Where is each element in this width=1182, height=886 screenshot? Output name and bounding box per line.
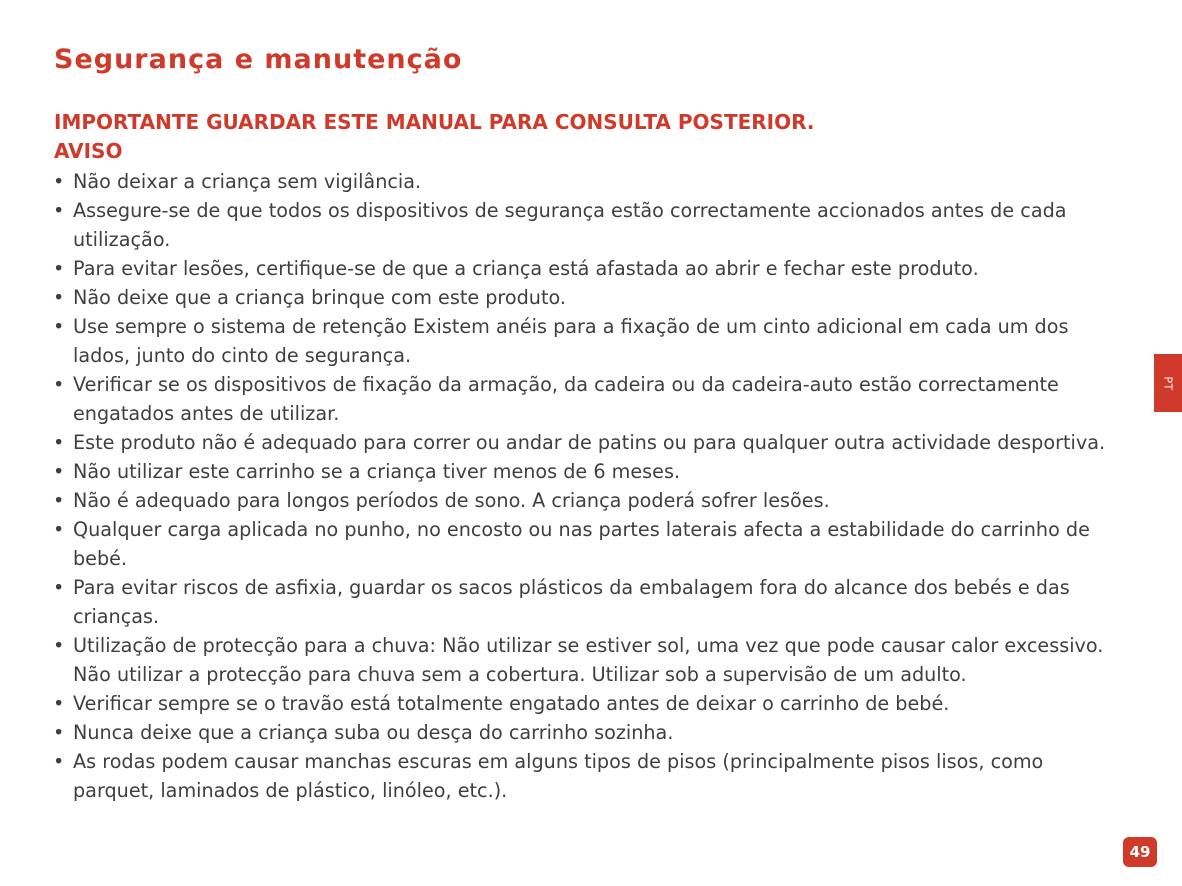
page-title: Segurança e manutenção xyxy=(54,44,463,75)
list-item: • As rodas podem causar manchas escuras em alguns tipos de pisos (principalmente pisos lisos, como parquet, laminados de plástico, linóleo, etc.). xyxy=(53,747,1113,805)
list-item: • Não deixe que a criança brinque com este produto. xyxy=(53,283,1113,312)
warning-heading: AVISO xyxy=(54,139,123,163)
list-item: • Utilização de protecção para a chuva: Não utilizar se estiver sol, uma vez que pode causar calor excessivo. Não utilizar a protecção para chuva sem a cobertura. Utilizar sob a supervisão de um adulto. xyxy=(53,631,1113,689)
language-tab-label: PT xyxy=(1161,375,1175,391)
language-tab xyxy=(1154,354,1182,412)
list-item: • Este produto não é adequado para correr ou andar de patins ou para qualquer outra actividade desportiva. xyxy=(53,428,1113,457)
list-item: • Qualquer carga aplicada no punho, no encosto ou nas partes laterais afecta a estabilidade do carrinho de bebé. xyxy=(53,515,1113,573)
list-item: • Para evitar riscos de asfixia, guardar os sacos plásticos da embalagem fora do alcance dos bebés e das crianças. xyxy=(53,573,1113,631)
page-number-badge: 49 xyxy=(1123,837,1157,867)
list-item: • Não é adequado para longos períodos de sono. A criança poderá sofrer lesões. xyxy=(53,486,1113,515)
list-item: • Use sempre o sistema de retenção Existem anéis para a fixação de um cinto adicional em cada um dos lados, junto do cinto de segurança. xyxy=(53,312,1113,370)
safety-list xyxy=(53,167,1113,805)
list-item: • Verificar se os dispositivos de fixação da armação, da cadeira ou da cadeira-auto estão correctamente engatados antes de utilizar. xyxy=(53,370,1113,428)
important-notice: IMPORTANTE GUARDAR ESTE MANUAL PARA CONSULTA POSTERIOR. xyxy=(54,110,815,134)
list-item: • Verificar sempre se o travão está totalmente engatado antes de deixar o carrinho de bebé. xyxy=(53,689,1113,718)
list-item: • Para evitar lesões, certifique-se de que a criança está afastada ao abrir e fechar este produto. xyxy=(53,254,1113,283)
list-item: • Não deixar a criança sem vigilância. xyxy=(53,167,1113,196)
list-item: • Assegure-se de que todos os dispositivos de segurança estão correctamente accionados antes de cada utilização. xyxy=(53,196,1113,254)
list-item: • Não utilizar este carrinho se a criança tiver menos de 6 meses. xyxy=(53,457,1113,486)
list-item: • Nunca deixe que a criança suba ou desça do carrinho sozinha. xyxy=(53,718,1113,747)
